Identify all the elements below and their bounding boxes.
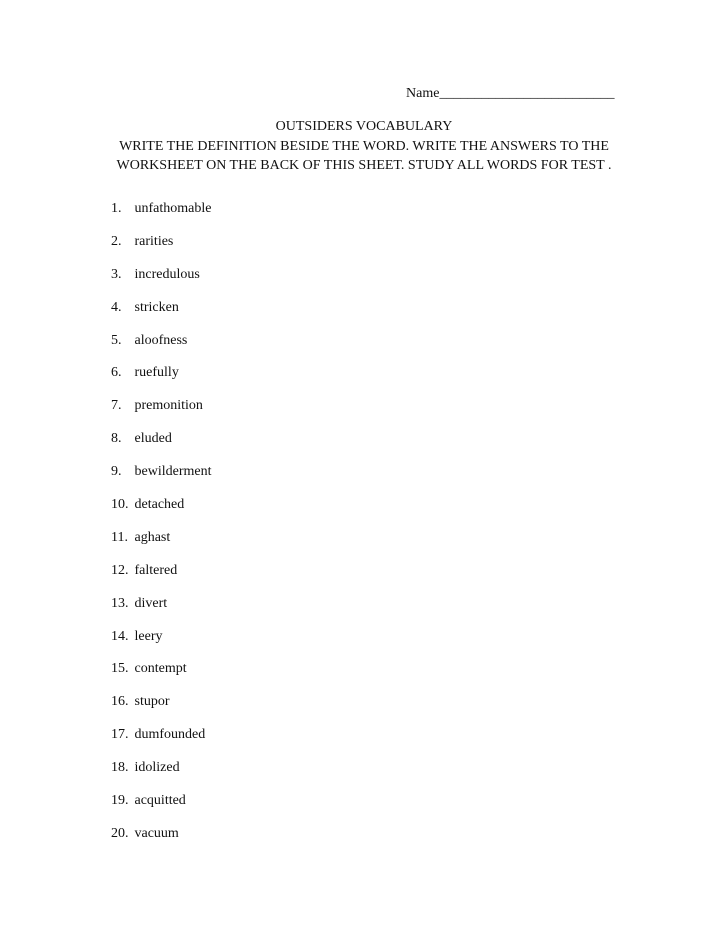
vocab-number: 8. bbox=[111, 431, 122, 447]
vocab-number: 19. bbox=[111, 793, 129, 809]
vocab-number: 16. bbox=[111, 694, 129, 710]
page-title: OUTSIDERS VOCABULARY bbox=[275, 119, 453, 134]
vocab-word: contempt bbox=[134, 661, 187, 677]
vocab-word: acquitted bbox=[134, 793, 186, 809]
vocab-word: stricken bbox=[134, 299, 179, 315]
vocab-word: incredulous bbox=[134, 266, 200, 282]
vocab-number: 14. bbox=[111, 628, 129, 644]
vocab-item bbox=[111, 529, 211, 562]
vocab-item bbox=[111, 397, 211, 430]
instructions bbox=[100, 137, 628, 175]
instructions-line-2: WORKSHEET ON THE BACK OF THIS SHEET. STUDY ALL WORDS FOR TEST . bbox=[116, 158, 612, 173]
vocab-number: 11. bbox=[111, 529, 128, 545]
vocab-item bbox=[111, 299, 211, 332]
vocab-number: 2. bbox=[111, 233, 122, 249]
vocab-item bbox=[111, 759, 211, 792]
vocab-number: 10. bbox=[111, 497, 129, 513]
vocab-item bbox=[111, 266, 211, 299]
name-field bbox=[406, 86, 614, 102]
instructions-line-1: WRITE THE DEFINITION BESIDE THE WORD. WRITE THE ANSWERS TO THE bbox=[119, 139, 609, 154]
vocab-number: 20. bbox=[111, 825, 129, 841]
vocab-item bbox=[111, 792, 211, 825]
vocab-item bbox=[111, 726, 211, 759]
vocab-number: 12. bbox=[111, 562, 129, 578]
vocab-word: detached bbox=[134, 497, 185, 513]
vocab-item bbox=[111, 825, 211, 858]
vocab-number: 9. bbox=[111, 464, 122, 480]
vocab-number: 5. bbox=[111, 332, 122, 348]
vocab-item bbox=[111, 430, 211, 463]
vocab-number: 6. bbox=[111, 365, 122, 381]
vocab-item bbox=[111, 628, 211, 661]
vocab-word: premonition bbox=[134, 398, 203, 414]
vocab-item bbox=[111, 463, 211, 496]
vocab-number: 4. bbox=[111, 299, 122, 315]
vocab-word: leery bbox=[134, 628, 163, 644]
vocab-item bbox=[111, 364, 211, 397]
vocab-item bbox=[111, 693, 211, 726]
vocab-word: vacuum bbox=[134, 825, 179, 841]
vocab-word: eluded bbox=[134, 431, 172, 447]
vocab-item bbox=[111, 332, 211, 365]
vocab-word: aghast bbox=[134, 529, 171, 545]
vocab-number: 1. bbox=[111, 201, 122, 216]
vocab-word: bewilderment bbox=[134, 464, 212, 480]
vocab-word: divert bbox=[134, 595, 168, 611]
vocab-number: 15. bbox=[111, 661, 129, 677]
vocab-item bbox=[111, 200, 211, 233]
vocab-item bbox=[111, 496, 211, 529]
name-blank-line: _________________________ bbox=[439, 86, 615, 101]
vocab-word: faltered bbox=[134, 562, 178, 578]
vocab-word: idolized bbox=[134, 760, 180, 776]
vocab-item bbox=[111, 233, 211, 266]
vocab-word: rarities bbox=[134, 233, 174, 249]
vocabulary-list bbox=[111, 200, 211, 858]
vocab-number: 7. bbox=[111, 398, 122, 414]
vocab-number: 17. bbox=[111, 727, 129, 743]
vocab-word: unfathomable bbox=[134, 201, 212, 216]
vocab-word: aloofness bbox=[134, 332, 188, 348]
vocab-item bbox=[111, 595, 211, 628]
vocab-number: 18. bbox=[111, 760, 129, 776]
vocab-word: dumfounded bbox=[134, 727, 206, 743]
name-label: Name bbox=[406, 86, 440, 101]
vocab-number: 3. bbox=[111, 266, 122, 282]
vocab-item bbox=[111, 562, 211, 595]
vocab-number: 13. bbox=[111, 595, 129, 611]
vocab-word: stupor bbox=[134, 694, 170, 710]
vocab-item bbox=[111, 660, 211, 693]
vocab-word: ruefully bbox=[134, 365, 179, 381]
